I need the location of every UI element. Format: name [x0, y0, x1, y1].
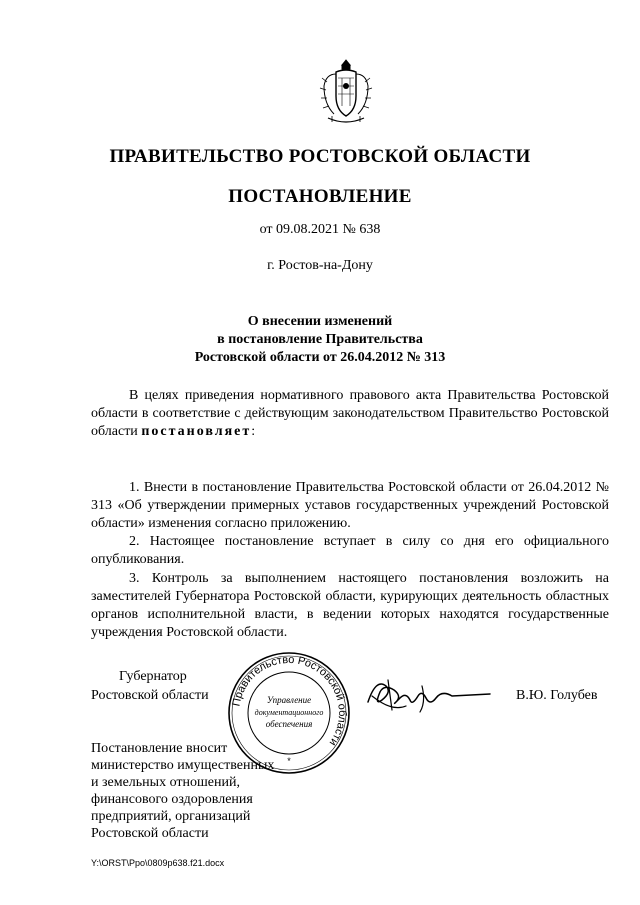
note-line: предприятий, организаций [91, 809, 251, 824]
note-line: министерство имущественных [91, 758, 275, 773]
signer-name: В.Ю. Голубев [516, 688, 598, 703]
document-type: ПОСТАНОВЛЕНИЕ [228, 186, 412, 207]
signer-position-region: Ростовской области [91, 688, 209, 703]
subject-line: О внесении изменений [247, 314, 393, 329]
city: г. Ростов-на-Дону [267, 258, 373, 273]
decree-item-3: 3. Контроль за выполнением настоящего постановления возложить на заместителей Губернатора Ростовской области, курирующих деятельность областных органов исполнительной власти, в ведении которых находятся государственные учреждения Ростовской области. [91, 571, 609, 640]
signer-position: Губернатор [119, 669, 187, 684]
document-subject [0, 313, 640, 367]
decree-item-2: 2. Настоящее постановление вступает в силу со дня его официального опубликования. [91, 534, 609, 567]
submitted-by-note [91, 740, 274, 842]
seal-inner-line-2: документационного [254, 708, 324, 717]
note-line: Постановление вносит [91, 741, 228, 756]
subject-line: Ростовской области от 26.04.2012 № 313 [194, 350, 446, 365]
preamble-text: В целях приведения нормативного правового акта Правительства Ростовской области в соответствие с действующим законодательством Правительство Ростовской области [91, 388, 609, 439]
seal-inner-line-1: Управление [266, 695, 312, 705]
preamble-end: : [251, 424, 256, 439]
preamble [91, 387, 609, 441]
handwritten-signature [362, 672, 492, 718]
seal-star-icon: * [287, 756, 291, 766]
coat-of-arms-icon [318, 56, 374, 126]
decree-item-1: 1. Внести в постановление Правительства Ростовской области от 26.04.2012 № 313 «Об утверждении примерных уставов государственных учреждений Ростовской области» изменения согласно приложению. [91, 480, 609, 531]
organization-title: ПРАВИТЕЛЬСТВО РОСТОВСКОЙ ОБЛАСТИ [109, 146, 531, 167]
seal-inner-line-3: обеспечения [265, 719, 313, 729]
note-line: и земельных отношений, [91, 775, 240, 790]
seal-outer-text: Правительство Ростовской области [230, 653, 349, 749]
subject-line: в постановление Правительства [217, 332, 423, 347]
decree-verb: постановляет [141, 424, 252, 439]
note-line: финансового оздоровления [91, 792, 253, 807]
date-and-number: от 09.08.2021 № 638 [259, 222, 381, 237]
file-path-footer: Y:\ORST\Ppo\0809p638.f21.docx [91, 858, 225, 868]
note-line: Ростовской области [91, 826, 209, 841]
